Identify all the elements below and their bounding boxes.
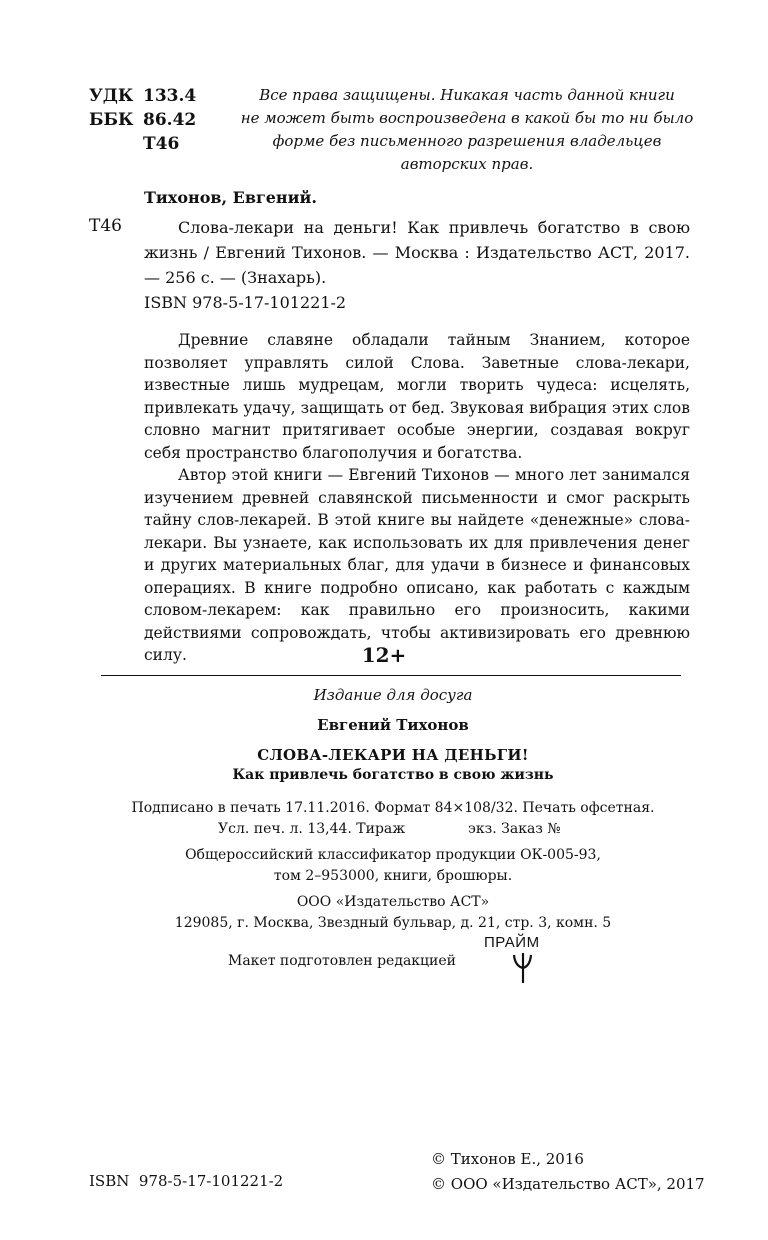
abstract <box>144 329 690 667</box>
rights-notice <box>232 84 702 176</box>
imprint-author: Евгений Тихонов <box>317 716 469 734</box>
bib-description <box>144 215 690 290</box>
imprint-title: СЛОВА-ЛЕКАРИ НА ДЕНЬГИ! <box>257 746 529 764</box>
bib-sign: Т46 <box>89 216 122 236</box>
okp-classifier: Общероссийский классификатор продукции ОК-005-93, <box>185 847 601 863</box>
copyright-line: © ООО «Издательство АСТ», 2017 <box>431 1175 705 1193</box>
age-rating: 12+ <box>361 643 407 667</box>
copyright-block <box>431 1147 705 1197</box>
edition-type: Издание для досуга <box>313 686 473 704</box>
bbk-value: 86.42 <box>143 110 197 130</box>
udk-value: 133.4 <box>143 86 197 106</box>
rights-line: авторских прав. <box>400 155 534 173</box>
bib-description-text: Слова-лекари на деньги! Как привлечь богатство в свою жизнь / Евгений Тихонов. — Москва : Издательство АСТ, 2017. — 256 с. — (Знахарь). <box>144 218 690 287</box>
logo-text: ПРАЙМ <box>484 934 540 951</box>
prime-logo <box>474 931 564 987</box>
isbn-bottom: ISBN 978-5-17-101221-2 <box>89 1172 284 1190</box>
divider-rule <box>101 675 681 676</box>
publisher-name: ООО «Издательство АСТ» <box>296 894 490 910</box>
print-details: Подписано в печать 17.11.2016. Формат 84×108/32. Печать офсетная. <box>131 800 655 816</box>
udk-label: УДК <box>89 86 134 106</box>
abstract-paragraph: Автор этой книги — Евгений Тихонов — много лет занимался изучением древней славянской письменности и смог раскрыть тайну слов-лекарей. В этой книге вы найдете «денежные» слова-лекари. Вы узнаете, как использовать их для привлечения денег и других материальных благ, для удачи в бизнесе и финансовых операциях. В книге подробно описано, как работать с каждым словом-лекарем: как правильно его произносить, какими действиями сопровождать, чтобы активизировать его древнюю силу. <box>144 466 690 664</box>
rights-line: форме без письменного разрешения владельцев <box>272 132 662 150</box>
okp-volume: том 2–953000, книги, брошюры. <box>273 868 513 884</box>
rights-line: не может быть воспроизведена в какой бы то ни было <box>240 109 694 127</box>
bbk-label: ББК <box>89 110 134 130</box>
rights-line: Все права защищены. Никакая часть данной книги <box>259 86 675 104</box>
abstract-paragraph: Древние славяне обладали тайным Знанием, которое позволяет управлять силой Слова. Заветные слова-лекари, известные лишь мудрецам, могли творить чудеса: исцелять, привлекать удачу, защищать от бед. Звуковая вибрация этих слов словно магнит притягивает особые энергии, создавая вокруг себя пространство благополучия и богатства. <box>144 331 690 462</box>
isbn-record: ISBN 978-5-17-101221-2 <box>144 293 347 312</box>
imprint-subtitle: Как привлечь богатство в свою жизнь <box>232 767 554 783</box>
author-heading: Тихонов, Евгений. <box>144 188 317 207</box>
classification-block <box>89 84 196 156</box>
print-run: Усл. печ. л. 13,44. Тираж <box>218 821 406 837</box>
prepared-by: Макет подготовлен редакцией <box>228 953 456 969</box>
order-number: экз. Заказ № <box>468 821 561 837</box>
copyright-line: © Тихонов Е., 2016 <box>431 1150 584 1168</box>
author-sign: Т46 <box>143 134 180 154</box>
publisher-address: 129085, г. Москва, Звездный бульвар, д. 21, стр. 3, комн. 5 <box>174 915 612 931</box>
